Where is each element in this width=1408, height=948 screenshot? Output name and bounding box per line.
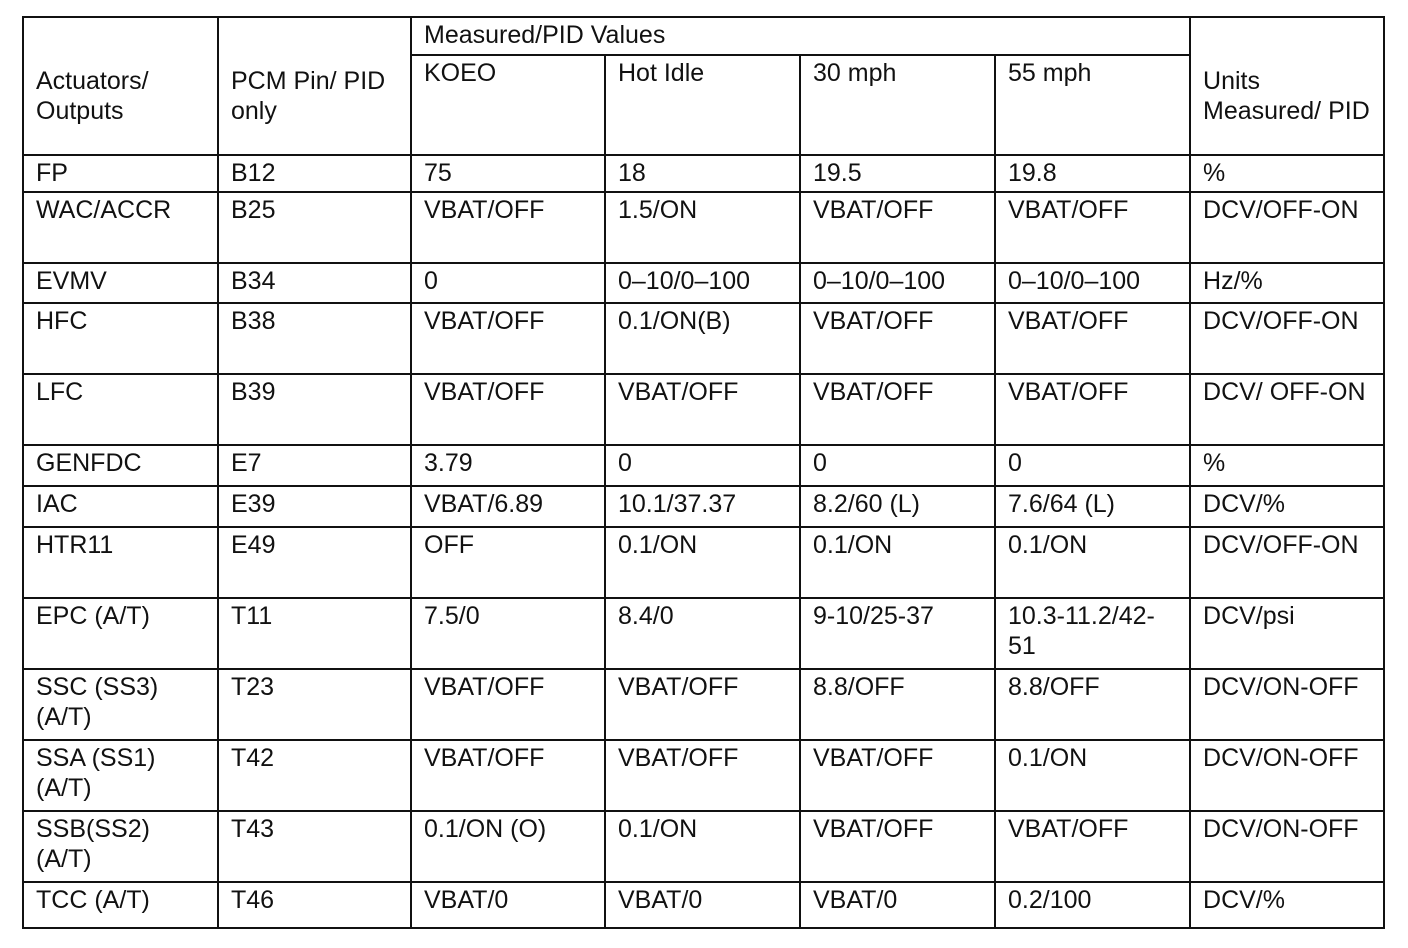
cell-pcm-pin: T46 [218,882,411,928]
cell-koeo: VBAT/OFF [411,192,605,263]
cell-hot-idle: VBAT/OFF [605,374,800,445]
table-row [23,811,1384,882]
cell-actuator: SSC (SS3) (A/T) [23,669,218,740]
header-measured-pid-values: Measured/PID Values [411,17,1190,55]
cell-55-mph: VBAT/OFF [995,303,1190,374]
cell-units: DCV/OFF-ON [1190,527,1384,598]
cell-30-mph: VBAT/OFF [800,192,995,263]
cell-koeo: VBAT/OFF [411,669,605,740]
cell-actuator: HTR11 [23,527,218,598]
cell-hot-idle: 0.1/ON [605,811,800,882]
cell-hot-idle: VBAT/0 [605,882,800,928]
cell-units: % [1190,155,1384,192]
cell-30-mph: 8.2/60 (L) [800,486,995,527]
table-row [23,374,1384,445]
cell-koeo: 7.5/0 [411,598,605,669]
header-pcm-pin: PCM Pin/ PID only [218,17,411,155]
cell-55-mph: 0.1/ON [995,527,1190,598]
cell-55-mph: VBAT/OFF [995,374,1190,445]
table-row [23,486,1384,527]
cell-pcm-pin: E39 [218,486,411,527]
cell-koeo: VBAT/6.89 [411,486,605,527]
cell-pcm-pin: T42 [218,740,411,811]
table-row [23,192,1384,263]
cell-pcm-pin: T23 [218,669,411,740]
cell-55-mph: 10.3-11.2/42-51 [995,598,1190,669]
cell-55-mph: 0–10/0–100 [995,263,1190,304]
header-30-mph: 30 mph [800,55,995,155]
cell-hot-idle: 1.5/ON [605,192,800,263]
cell-55-mph: 0 [995,445,1190,486]
cell-units: DCV/OFF-ON [1190,192,1384,263]
cell-actuator: IAC [23,486,218,527]
cell-30-mph: 19.5 [800,155,995,192]
table-row [23,303,1384,374]
cell-30-mph: VBAT/OFF [800,303,995,374]
cell-30-mph: 9-10/25-37 [800,598,995,669]
cell-30-mph: VBAT/OFF [800,740,995,811]
cell-koeo: VBAT/OFF [411,374,605,445]
cell-actuator: GENFDC [23,445,218,486]
header-koeo: KOEO [411,55,605,155]
cell-hot-idle: 0–10/0–100 [605,263,800,304]
cell-units: DCV/ON-OFF [1190,740,1384,811]
cell-actuator: EPC (A/T) [23,598,218,669]
cell-hot-idle: VBAT/OFF [605,740,800,811]
cell-hot-idle: 18 [605,155,800,192]
table-row [23,445,1384,486]
cell-actuator: SSB(SS2) (A/T) [23,811,218,882]
cell-30-mph: 0 [800,445,995,486]
cell-pcm-pin: E7 [218,445,411,486]
table-row [23,263,1384,304]
table-row [23,882,1384,928]
cell-koeo: 3.79 [411,445,605,486]
cell-pcm-pin: T43 [218,811,411,882]
cell-actuator: FP [23,155,218,192]
cell-hot-idle: 0 [605,445,800,486]
cell-actuator: EVMV [23,263,218,304]
cell-pcm-pin: B25 [218,192,411,263]
cell-actuator: SSA (SS1) (A/T) [23,740,218,811]
cell-actuator: WAC/ACCR [23,192,218,263]
header-55-mph: 55 mph [995,55,1190,155]
cell-units: Hz/% [1190,263,1384,304]
cell-hot-idle: VBAT/OFF [605,669,800,740]
cell-hot-idle: 0.1/ON(B) [605,303,800,374]
cell-koeo: VBAT/0 [411,882,605,928]
cell-55-mph: 7.6/64 (L) [995,486,1190,527]
cell-55-mph: 0.1/ON [995,740,1190,811]
cell-30-mph: VBAT/0 [800,882,995,928]
cell-koeo: 75 [411,155,605,192]
table-row [23,598,1384,669]
cell-actuator: TCC (A/T) [23,882,218,928]
cell-30-mph: 0–10/0–100 [800,263,995,304]
cell-hot-idle: 0.1/ON [605,527,800,598]
table-body [23,155,1384,928]
cell-koeo: 0 [411,263,605,304]
header-units: Units Measured/ PID [1190,17,1384,155]
cell-units: DCV/ON-OFF [1190,811,1384,882]
cell-units: DCV/% [1190,486,1384,527]
cell-actuator: LFC [23,374,218,445]
cell-hot-idle: 8.4/0 [605,598,800,669]
cell-55-mph: 19.8 [995,155,1190,192]
header-actuators-outputs: Actuators/ Outputs [23,17,218,155]
cell-pcm-pin: T11 [218,598,411,669]
cell-55-mph: VBAT/OFF [995,192,1190,263]
cell-pcm-pin: B39 [218,374,411,445]
cell-units: DCV/ OFF-ON [1190,374,1384,445]
cell-55-mph: 8.8/OFF [995,669,1190,740]
cell-koeo: OFF [411,527,605,598]
cell-pcm-pin: B34 [218,263,411,304]
cell-koeo: VBAT/OFF [411,740,605,811]
cell-units: DCV/ON-OFF [1190,669,1384,740]
cell-30-mph: 8.8/OFF [800,669,995,740]
cell-units: % [1190,445,1384,486]
cell-pcm-pin: B38 [218,303,411,374]
cell-30-mph: VBAT/OFF [800,374,995,445]
cell-koeo: 0.1/ON (O) [411,811,605,882]
table-row [23,527,1384,598]
table-row [23,669,1384,740]
cell-pcm-pin: B12 [218,155,411,192]
pid-values-table [22,16,1385,929]
cell-actuator: HFC [23,303,218,374]
cell-units: DCV/psi [1190,598,1384,669]
table-row [23,155,1384,192]
cell-pcm-pin: E49 [218,527,411,598]
cell-55-mph: VBAT/OFF [995,811,1190,882]
cell-units: DCV/% [1190,882,1384,928]
cell-koeo: VBAT/OFF [411,303,605,374]
cell-units: DCV/OFF-ON [1190,303,1384,374]
cell-30-mph: VBAT/OFF [800,811,995,882]
cell-hot-idle: 10.1/37.37 [605,486,800,527]
cell-30-mph: 0.1/ON [800,527,995,598]
header-hot-idle: Hot Idle [605,55,800,155]
table-row [23,740,1384,811]
cell-55-mph: 0.2/100 [995,882,1190,928]
